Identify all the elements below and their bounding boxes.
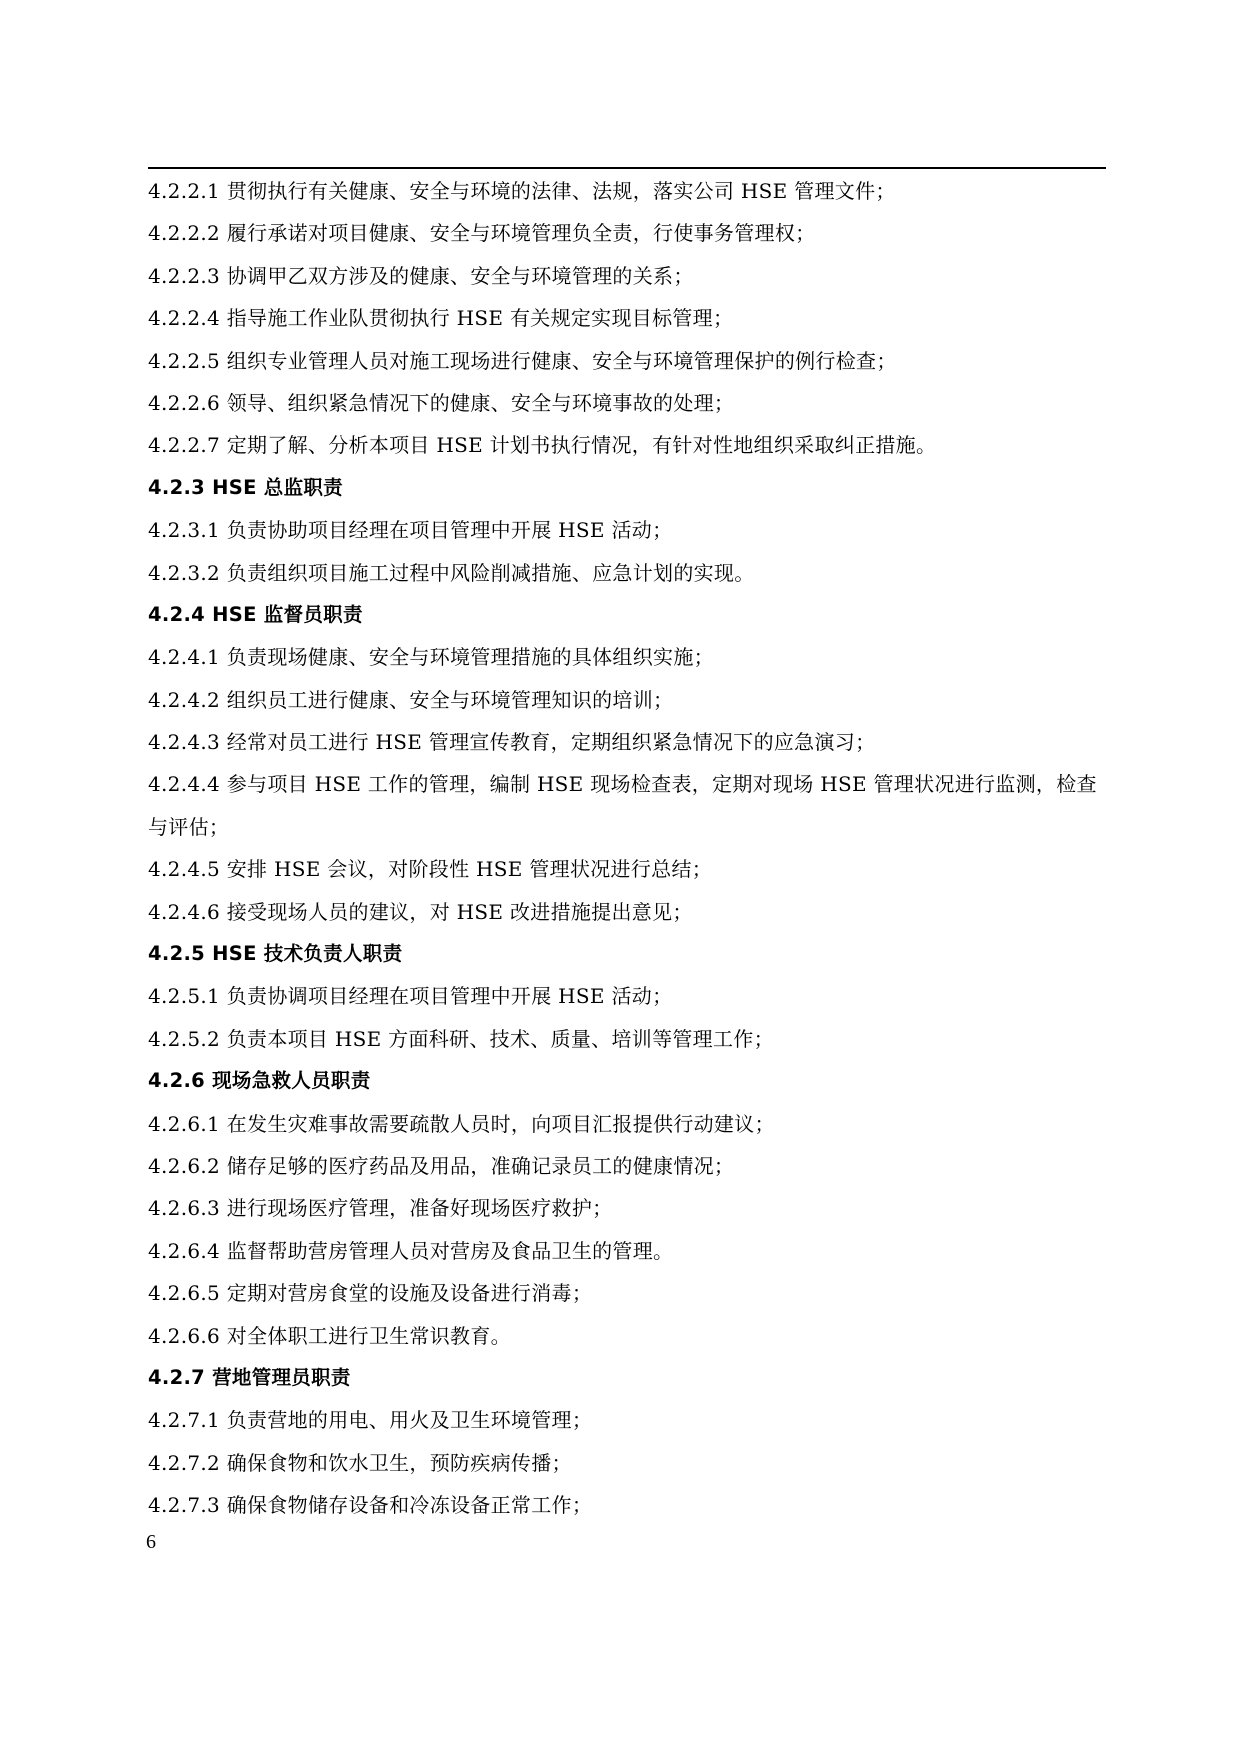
clause-line: 4.2.6.2 储存足够的医疗药品及用品，准确记录员工的健康情况； <box>148 1153 735 1178</box>
clause-line: 4.2.4.4 参与项目 HSE 工作的管理，编制 HSE 现场检查表，定期对现场 HSE 管理状况进行监测，检查 <box>148 772 1097 797</box>
clause-line: 4.2.2.1 贯彻执行有关健康、安全与环境的法律、法规，落实公司 HSE 管理文件； <box>148 179 896 203</box>
clause-line: 4.2.4.1 负责现场健康、安全与环境管理措施的具体组织实施； <box>148 645 714 670</box>
clause-line: 4.2.6.5 定期对营房食堂的设施及设备进行消毒； <box>148 1281 593 1306</box>
clause-line: 4.2.5.1 负责协调项目经理在项目管理中开展 HSE 活动； <box>148 984 673 1009</box>
clause-line: 4.2.3.1 负责协助项目经理在项目管理中开展 HSE 活动； <box>148 518 673 543</box>
section-heading: 4.2.6 现场急救人员职责 <box>148 1069 371 1093</box>
clause-line: 4.2.7.3 确保食物储存设备和冷冻设备正常工作； <box>148 1493 593 1518</box>
clause-line: 4.2.2.4 指导施工作业队贯彻执行 HSE 有关规定实现目标管理； <box>148 306 734 331</box>
section-heading: 4.2.4 HSE 监督员职责 <box>148 602 363 626</box>
clause-line: 4.2.2.5 组织专业管理人员对施工现场进行健康、安全与环境管理保护的例行检查； <box>148 348 897 373</box>
clause-line: 4.2.6.4 监督帮助营房管理人员对营房及食品卫生的管理。 <box>148 1238 674 1263</box>
clause-line: 4.2.4.3 经常对员工进行 HSE 管理宣传教育，定期组织紧急情况下的应急演习； <box>148 730 876 755</box>
clause-line: 4.2.3.2 负责组织项目施工过程中风险削减措施、应急计划的实现。 <box>148 560 755 585</box>
clause-line: 4.2.4.5 安排 HSE 会议，对阶段性 HSE 管理状况进行总结； <box>148 857 713 882</box>
clause-line: 4.2.2.2 履行承诺对项目健康、安全与环境管理负全责，行使事务管理权； <box>148 221 816 246</box>
clause-line: 4.2.5.2 负责本项目 HSE 方面科研、技术、质量、培训等管理工作； <box>148 1026 774 1051</box>
header-rule <box>148 167 1106 169</box>
section-heading: 4.2.3 HSE 总监职责 <box>148 475 343 499</box>
section-heading: 4.2.7 营地管理员职责 <box>148 1365 351 1389</box>
clause-line: 4.2.4.6 接受现场人员的建议，对 HSE 改进措施提出意见； <box>148 899 693 924</box>
clause-line: 4.2.2.6 领导、组织紧急情况下的健康、安全与环境事故的处理； <box>148 390 735 415</box>
clause-line: 4.2.6.3 进行现场医疗管理，准备好现场医疗救护； <box>148 1196 613 1221</box>
clause-line: 4.2.4.2 组织员工进行健康、安全与环境管理知识的培训； <box>148 687 674 712</box>
clause-line: 4.2.2.7 定期了解、分析本项目 HSE 计划书执行情况，有针对性地组织采取纠正措施。 <box>148 433 937 458</box>
clause-line: 4.2.6.6 对全体职工进行卫生常识教育。 <box>148 1323 511 1348</box>
clause-line: 4.2.6.1 在发生灾难事故需要疏散人员时，向项目汇报提供行动建议； <box>148 1111 775 1136</box>
clause-line: 4.2.2.3 协调甲乙双方涉及的健康、安全与环境管理的关系； <box>148 263 694 288</box>
document-body <box>148 170 1106 1527</box>
clause-line: 4.2.7.2 确保食物和饮水卫生，预防疾病传播； <box>148 1450 572 1475</box>
section-heading: 4.2.5 HSE 技术负责人职责 <box>148 942 403 966</box>
page-number: 6 <box>146 1531 156 1553</box>
clause-line: 与评估； <box>148 814 230 839</box>
clause-line: 4.2.7.1 负责营地的用电、用火及卫生环境管理； <box>148 1408 593 1433</box>
